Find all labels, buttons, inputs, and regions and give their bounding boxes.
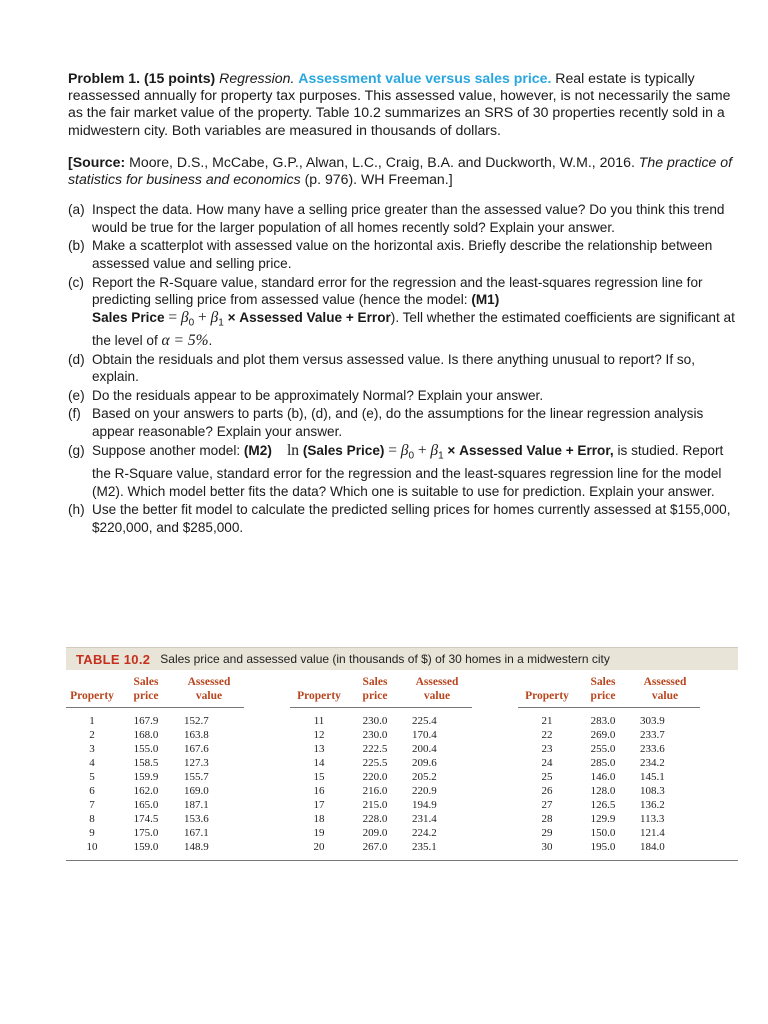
table-header-row-2: Property price value Property price value Property price value [66,689,738,708]
source-citation: [Source: Moore, D.S., McCabe, G.P., Alwan, L.C., Craig, B.A. and Duckworth, W.M., 2016. The practice of statistics for business and economics (p. 976). WH Freeman.] [68,153,733,188]
question-f: (f) Based on your answers to parts (b), (d), and (e), do the assumptions for the linear regression analysis appear reasonable? Explain your answer. [68,406,704,440]
cell-sales-price: 230.0 [362,715,388,727]
source-book: The practice of statistics for business and economics [68,153,733,188]
cell-sales-price: 222.5 [362,743,388,755]
problem-highlight: Assessment value versus sales price. [298,70,552,86]
cell-property: 17 [313,799,325,811]
table-row [66,784,738,798]
column-gap [244,798,290,812]
column-gap [700,798,738,812]
cell-property: 21 [541,715,553,727]
cell-sales-price: 129.9 [590,813,616,825]
cell-sales-price: 165.0 [133,799,159,811]
problem-intro [68,70,738,139]
question-g: (g) Suppose another model: (M2) ln (Sales Price) = $\beta_0 + \beta_1$ × Assessed Value + Error, is studied. Report the R-Square value, standard error for the regression and the least-squares regression line for the model (M2). Which model better fits the data? Which one is suitable to use for prediction. Explain your answer. [68,441,724,499]
column-gap [700,784,738,798]
table-row [66,728,738,742]
cell-property: 4 [89,757,95,769]
cell-property: 3 [89,743,95,755]
problem-statement [68,70,738,537]
cell-sales-price: 167.9 [133,715,159,727]
column-gap [700,728,738,742]
cell-sales-price: 209.0 [362,827,388,839]
table-row [66,826,738,840]
cell-assessed-value: 145.1 [640,771,665,783]
cell-assessed-value: 233.7 [640,729,665,741]
cell-assessed-value: 209.6 [412,757,437,769]
cell-property: 23 [541,743,553,755]
cell-sales-price: 174.5 [133,813,159,825]
cell-property: 18 [313,813,325,825]
column-gap [472,840,518,861]
column-gap [472,784,518,798]
problem-intro-text: Real estate is typically reassessed annually for property tax purposes. This assessed value, however, is not necessarily the same as the fair market value of the property. Table 10.2 summarizes an SRS of 30 properties recently sold in a midwestern city. Both variables are measured in thousands of dollars. [68,70,731,138]
cell-sales-price: 285.0 [590,757,616,769]
cell-sales-price: 155.0 [133,743,159,755]
cell-assessed-value: 113.3 [640,813,665,825]
column-gap [244,770,290,784]
column-gap [472,728,518,742]
cell-sales-price: 283.0 [590,715,616,727]
cell-property: 20 [290,840,348,861]
column-gap [244,728,290,742]
cell-property: 15 [313,771,325,783]
cell-property: 9 [89,827,95,839]
cell-assessed-value: 234.2 [640,757,665,769]
column-gap [244,784,290,798]
cell-property: 12 [313,729,325,741]
column-gap [244,756,290,770]
question-c: (c) Report the R-Square value, standard error for the regression and the least-squares regression line for predicting selling price from assessed value (hence the model: (M1) Sales Price = $\beta_0 + \beta_1$ × Assessed Value + Error). Tell whether the estimated coefficients are significant at the level of α = 5%. [68,274,735,350]
cell-assessed-value: 163.8 [184,729,209,741]
cell-property: 22 [541,729,553,741]
cell-assessed-value: 152.7 [184,715,209,727]
column-gap [700,756,738,770]
cell-assessed-value: 184.0 [630,840,700,861]
question-h: (h) Use the better fit model to calculate the predicted selling prices for homes currently assessed at $155,000, $220,000, and $285,000. [68,502,731,535]
cell-sales-price: 159.0 [118,840,174,861]
cell-assessed-value: 224.2 [412,827,437,839]
table-number: TABLE 10.2 [76,651,151,667]
cell-assessed-value: 148.9 [174,840,244,861]
cell-assessed-value: 200.4 [412,743,437,755]
cell-assessed-value: 205.2 [412,771,437,783]
cell-assessed-value: 127.3 [184,757,209,769]
cell-property: 30 [518,840,576,861]
question-e: (e) Do the residuals appear to be approximately Normal? Explain your answer. [68,387,544,403]
table-row [66,756,738,770]
column-gap [700,812,738,826]
column-gap [700,708,738,729]
cell-assessed-value: 167.1 [184,827,209,839]
column-gap [244,742,290,756]
question-b: (b) Make a scatterplot with assessed value on the horizontal axis. Briefly describe the relationship between assessed value and selling price. [68,238,713,271]
cell-sales-price: 128.0 [590,785,616,797]
sales-table [66,670,738,861]
column-gap [244,840,290,861]
cell-property: 7 [89,799,95,811]
cell-sales-price: 267.0 [348,840,402,861]
column-gap [700,742,738,756]
question-list [68,201,738,536]
cell-assessed-value: 153.6 [184,813,209,825]
column-gap [700,826,738,840]
cell-assessed-value: 233.6 [640,743,665,755]
column-gap [472,798,518,812]
table-row [66,798,738,812]
problem-topic: Regression. [219,70,295,86]
cell-property: 28 [541,813,553,825]
cell-sales-price: 220.0 [362,771,388,783]
problem-heading: Problem 1. (15 points) [68,70,216,86]
cell-property: 14 [313,757,325,769]
cell-property: 29 [541,827,553,839]
cell-sales-price: 269.0 [590,729,616,741]
source-tail: (p. 976). WH Freeman.] [304,171,453,188]
cell-sales-price: 146.0 [590,771,616,783]
cell-sales-price: 175.0 [133,827,159,839]
table-row [66,770,738,784]
cell-property: 2 [89,729,95,741]
cell-property: 5 [89,771,95,783]
table-row [66,812,738,826]
cell-assessed-value: 136.2 [640,799,665,811]
cell-assessed-value: 121.4 [640,827,665,839]
column-gap [700,840,738,861]
cell-assessed-value: 231.4 [412,813,437,825]
column-gap [700,770,738,784]
cell-sales-price: 230.0 [362,729,388,741]
cell-property: 24 [541,757,553,769]
column-gap [472,756,518,770]
cell-assessed-value: 303.9 [640,715,665,727]
cell-property: 6 [89,785,95,797]
column-gap [472,812,518,826]
column-gap [472,826,518,840]
cell-sales-price: 216.0 [362,785,388,797]
table-caption: Sales price and assessed value (in thousands of $) of 30 homes in a midwestern city [160,652,610,666]
cell-property: 8 [89,813,95,825]
table-header-row-1: Sales Assessed Sales Assessed Sales Assessed [133,676,687,688]
column-gap [244,812,290,826]
source-label: Source: [72,153,126,170]
cell-sales-price: 215.0 [362,799,388,811]
cell-sales-price: 225.5 [362,757,388,769]
cell-sales-price: 126.5 [590,799,616,811]
column-gap [472,770,518,784]
table-row [66,840,738,861]
cell-property: 11 [313,715,325,727]
cell-property: 16 [313,785,325,797]
cell-assessed-value: 169.0 [184,785,209,797]
cell-property: 26 [541,785,553,797]
cell-sales-price: 228.0 [362,813,388,825]
table-title [66,647,738,670]
cell-property: 1 [89,715,95,727]
table-row [66,708,738,729]
cell-assessed-value: 170.4 [412,729,437,741]
column-gap [244,826,290,840]
cell-assessed-value: 155.7 [184,771,209,783]
column-gap [472,708,518,729]
cell-sales-price: 195.0 [576,840,630,861]
cell-assessed-value: 194.9 [412,799,437,811]
cell-sales-price: 158.5 [133,757,159,769]
column-gap [244,708,290,729]
cell-sales-price: 168.0 [133,729,159,741]
cell-assessed-value: 187.1 [184,799,209,811]
cell-property: 19 [313,827,325,839]
cell-sales-price: 150.0 [590,827,616,839]
table-body [66,708,738,861]
cell-assessed-value: 167.6 [184,743,209,755]
cell-sales-price: 162.0 [133,785,159,797]
cell-assessed-value: 108.3 [640,785,665,797]
cell-assessed-value: 220.9 [412,785,437,797]
cell-assessed-value: 225.4 [412,715,437,727]
column-gap [472,742,518,756]
cell-property: 10 [66,840,118,861]
cell-property: 27 [541,799,553,811]
cell-sales-price: 255.0 [590,743,616,755]
question-a: (a) Inspect the data. How many have a selling price greater than the assessed value? Do you think this trend would be true for the larger population of all homes recently sold? Explain your answer. [68,202,725,235]
table-row [66,742,738,756]
source-text: Moore, D.S., McCabe, G.P., Alwan, L.C., Craig, B.A. and Duckworth, W.M., 2016. [129,153,635,170]
cell-sales-price: 159.9 [133,771,159,783]
data-table [66,647,738,861]
cell-property: 13 [313,743,325,755]
cell-assessed-value: 235.1 [402,840,472,861]
question-d: (d) Obtain the residuals and plot them versus assessed value. Is there anything unusual to report? If so, explain. [68,351,696,385]
cell-property: 25 [541,771,553,783]
